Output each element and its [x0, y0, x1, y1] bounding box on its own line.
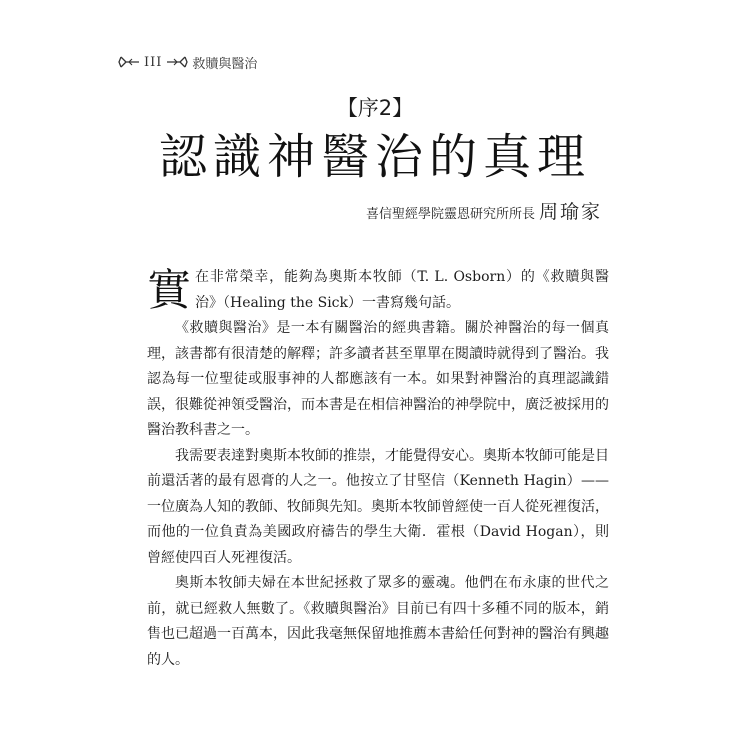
byline — [366, 197, 602, 224]
paragraph-4: 奧斯本牧師夫婦在本世紀拯救了眾多的靈魂。他們在布永康的世代之前，就已經救人無數了。《救贖與醫治》目前已有四十多種不同的版本，銷售也已超過一百萬本，因此我毫無保留地推薦本書給任何對神的醫治有興趣的人。 — [147, 575, 609, 668]
body-text — [147, 265, 609, 673]
paragraph-3: 我需要表達對奧斯本牧師的推崇，才能覺得安心。奧斯本牧師可能是目前還活著的最有恩膏的人之一。他按立了甘堅信（Kenneth Hagin）——一位廣為人知的教師、牧師與先知。奧斯本牧師曾經使一百人從死裡復活，而他的一位負責為美國政府禱告的學生大衛．霍根（David Hogan），則曾經使四百人死裡復活。 — [147, 447, 609, 566]
running-head — [118, 50, 257, 74]
drop-cap: 實 — [147, 265, 191, 316]
author-affiliation: 喜信聖經學院靈恩研究所所長 — [365, 207, 535, 222]
paragraph-2: 《救贖與醫治》是一本有關醫治的經典書籍。關於神醫治的每一個真理，該書都有很清楚的解釋；許多讀者甚至單單在閱讀時就得到了醫治。我認為每一位聖徒或服事神的人都應該有一本。如果對神醫治的真理認識錯誤，很難從神領受醫治，而本書是在相信神醫治的神學院中，廣泛被採用的醫治教科書之一。 — [147, 320, 609, 438]
page-number: III — [144, 54, 163, 70]
paragraph-1-text: 在非常榮幸，能夠為奧斯本牧師（T. L. Osborn）的《救贖與醫治》（Healing the Sick）一書寫幾句話。 — [195, 269, 609, 311]
preface-label: 【序2】 — [336, 96, 414, 120]
chapter-title: 認識神醫治的真理 — [158, 129, 591, 185]
paragraph-1 — [147, 265, 609, 316]
running-head-book-title: 救贖與醫治 — [192, 56, 258, 72]
ornament-right-icon — [166, 55, 188, 69]
author-name: 周瑜家 — [538, 201, 602, 223]
ornament-left-icon — [118, 55, 140, 69]
